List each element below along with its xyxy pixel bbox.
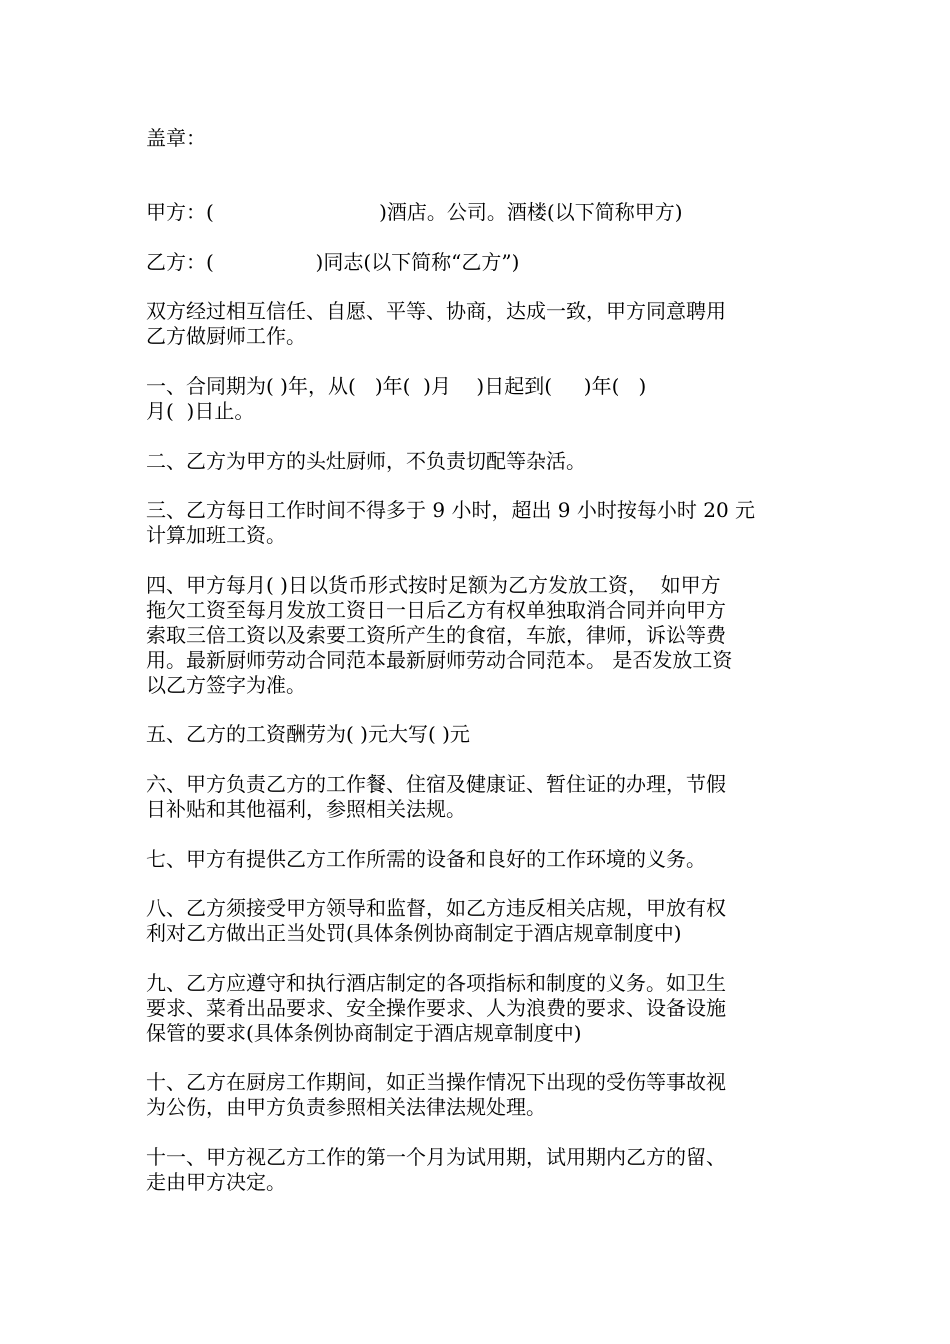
clause-2-line-1: 二、乙方为甲方的头灶厨师，不负责切配等杂活。 [146,449,586,473]
clause-8-line-1: 八、乙方须接受甲方领导和监督，如乙方违反相关店规，甲放有权 [146,896,726,920]
clause-6-line-2: 日补贴和其他福利，参照相关法规。 [146,797,466,821]
clause-7-line-1: 七、甲方有提供乙方工作所需的设备和良好的工作环境的义务。 [146,847,706,871]
clause-9-line-2: 要求、菜肴出品要求、安全操作要求、人为浪费的要求、设备设施 [146,996,726,1020]
clause-4-line-2: 拖欠工资至每月发放工资日一日后乙方有权单独取消合同并向甲方 [146,598,726,622]
seal-label: 盖章： [146,126,206,150]
intro-line-2: 乙方做厨师工作。 [146,324,306,348]
clause-9-line-3: 保管的要求(具体条例协商制定于酒店规章制度中) [146,1021,582,1045]
clause-4-line-3: 索取三倍工资以及索要工资所产生的食宿，车旅，律师，诉讼等费 [146,623,726,647]
clause-10-line-2: 为公伤，由甲方负责参照相关法律法规处理。 [146,1095,546,1119]
clause-4-line-5: 以乙方签字为准。 [146,673,306,697]
clause-9-line-1: 九、乙方应遵守和执行酒店制定的各项指标和制度的义务。如卫生 [146,971,726,995]
clause-11-line-1: 十一、甲方视乙方工作的第一个月为试用期，试用期内乙方的留、 [146,1145,726,1169]
clause-6-line-1: 六、甲方负责乙方的工作餐、住宿及健康证、暂住证的办理，节假 [146,772,726,796]
clause-4-line-4: 用。最新厨师劳动合同范本最新厨师劳动合同范本。 是否发放工资 [146,648,733,672]
intro-line-1: 双方经过相互信任、自愿、平等、协商，达成一致，甲方同意聘用 [146,299,726,323]
clause-4-line-1: 四、甲方每月( )日以货币形式按时足额为乙方发放工资， 如甲方 [146,573,721,597]
clause-3-line-2: 计算加班工资。 [146,523,286,547]
party-b-line: 乙方：( )同志(以下简称“乙方”) [146,250,520,274]
clause-1-line-1: 一、合同期为( )年，从( )年( )月 )日起到( )年( ) [146,374,647,398]
clause-11-line-2: 走由甲方决定。 [146,1170,286,1194]
clause-5-line-1: 五、乙方的工资酬劳为( )元大写( )元 [146,722,470,746]
party-a-line: 甲方：( )酒店。公司。酒楼(以下简称甲方) [146,200,683,224]
clause-3-line-1: 三、乙方每日工作时间不得多于 9 小时，超出 9 小时按每小时 20 元 [146,498,756,522]
clause-10-line-1: 十、乙方在厨房工作期间，如正当操作情况下出现的受伤等事故视 [146,1070,726,1094]
clause-8-line-2: 利对乙方做出正当处罚(具体条例协商制定于酒店规章制度中) [146,921,682,945]
clause-1-line-2: 月( )日止。 [146,399,255,423]
